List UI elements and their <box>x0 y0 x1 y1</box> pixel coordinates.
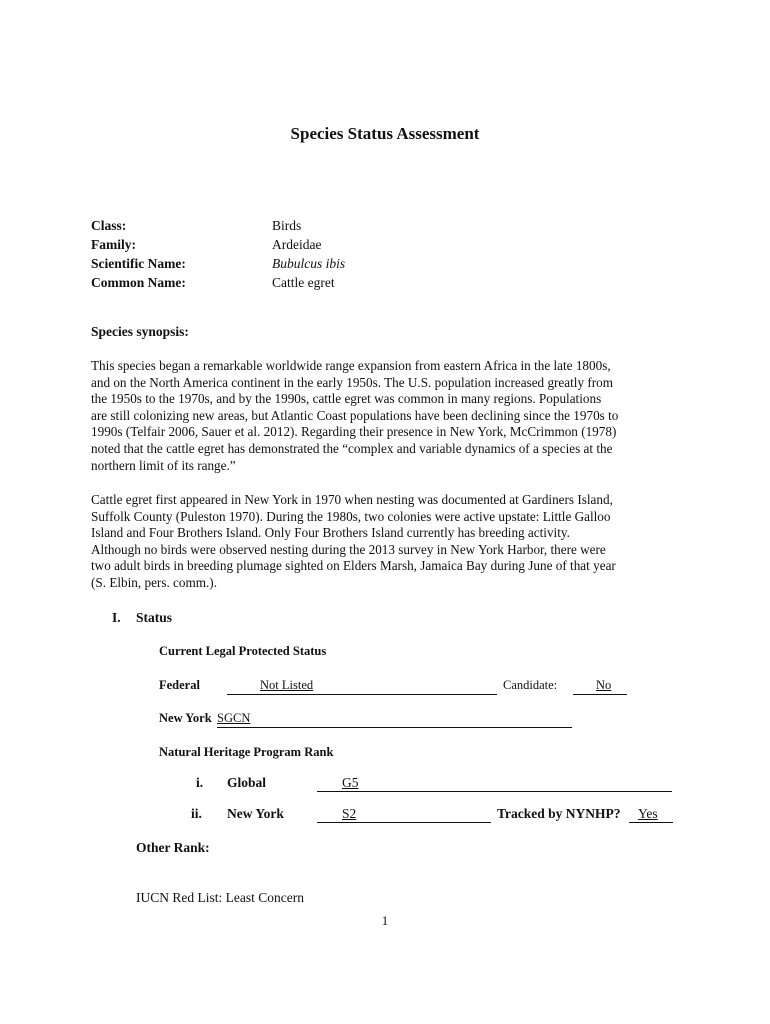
text-line: northern limit of its range.” <box>91 457 236 473</box>
meta-label: Family: <box>91 237 136 252</box>
nhp-heading: Natural Heritage Program Rank <box>159 745 334 759</box>
synopsis-paragraph-2 <box>91 492 691 592</box>
newyork-value: SGCN <box>217 711 251 725</box>
global-numeral: i. <box>196 775 204 790</box>
text-line: Although no birds were observed nesting during the 2013 survey in New York Harbor, there were <box>91 541 606 557</box>
meta-label: Common Name: <box>91 275 186 290</box>
text-line: This species began a remarkable worldwide range expansion from eastern Africa in the late 1800s, <box>91 358 611 373</box>
candidate-value: No <box>596 678 612 692</box>
global-value: G5 <box>342 775 359 790</box>
tracked-field <box>629 806 673 823</box>
meta-value: Bubulcus ibis <box>272 256 346 271</box>
text-line: Cattle egret first appeared in New York in 1970 when nesting was documented at Gardiners Island, <box>91 492 613 507</box>
text-line: noted that the cattle egret has demonstrated the “complex and variable dynamics of a species at the <box>91 440 613 456</box>
iucn-status: IUCN Red List: Least Concern <box>136 890 304 905</box>
text-line: and on the North America continent in the early 1950s. The U.S. population increased greatly from <box>91 374 613 390</box>
federal-label: Federal <box>159 678 200 692</box>
candidate-field <box>573 678 627 695</box>
ny-rank-field <box>317 806 491 823</box>
other-rank-label: Other Rank: <box>136 840 210 855</box>
federal-field <box>227 678 497 695</box>
federal-value: Not Listed <box>260 678 314 692</box>
tracked-value: Yes <box>638 806 658 821</box>
text-line: two adult birds in breeding plumage sighted on Elders Marsh, Jamaica Bay during June of that year <box>91 558 616 574</box>
global-label: Global <box>227 775 267 790</box>
status-numeral: I. <box>112 610 121 625</box>
ny-rank-value: S2 <box>342 806 357 821</box>
meta-value: Ardeidae <box>272 237 322 252</box>
newyork-field <box>217 711 572 728</box>
text-line: (S. Elbin, pers. comm.). <box>91 574 217 590</box>
meta-value: Cattle egret <box>272 275 335 290</box>
meta-label: Class: <box>91 218 127 233</box>
text-line: Suffolk County (Puleston 1970). During the 1980s, two colonies were active upstate: Little Galloo <box>91 508 611 524</box>
status-heading: Status <box>136 610 173 625</box>
synopsis-heading: Species synopsis: <box>91 324 189 339</box>
text-line: are still colonizing new areas, but Atlantic Coast populations have been declining since the 1970s to <box>91 407 619 423</box>
page-number: 1 <box>381 913 389 928</box>
synopsis-paragraph-1 <box>91 358 691 474</box>
tracked-label: Tracked by NYNHP? <box>497 806 621 821</box>
page-title: Species Status Assessment <box>290 124 480 143</box>
legal-status-heading: Current Legal Protected Status <box>159 644 327 658</box>
meta-value: Birds <box>272 218 302 233</box>
ny-rank-numeral: ii. <box>191 806 202 821</box>
text-line: 1990s (Telfair 2006, Sauer et al. 2012). Regarding their presence in New York, McCrimmon (1978) <box>91 424 617 440</box>
newyork-label: New York <box>159 711 212 725</box>
meta-label: Scientific Name: <box>91 256 186 271</box>
ny-rank-label: New York <box>227 806 284 821</box>
candidate-label: Candidate: <box>503 678 558 692</box>
text-line: Island and Four Brothers Island. Only Four Brothers Island currently has breeding activity. <box>91 525 570 541</box>
text-line: the 1950s to the 1970s, and by the 1990s, cattle egret was common in many regions. Populations <box>91 391 602 407</box>
global-field <box>317 775 672 792</box>
